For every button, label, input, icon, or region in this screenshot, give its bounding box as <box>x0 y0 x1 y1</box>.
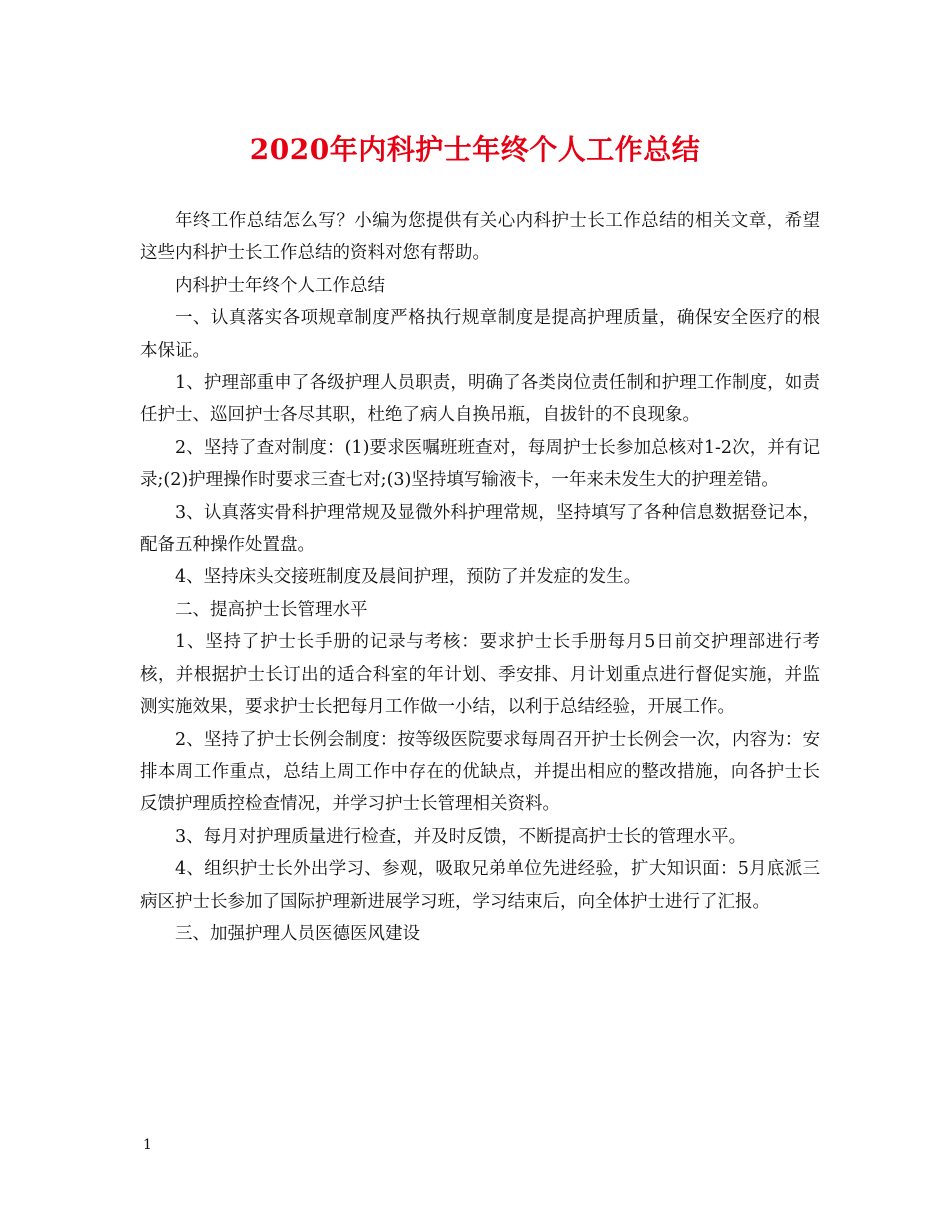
paragraph: 一、认真落实各项规章制度严格执行规章制度是提高护理质量，确保安全医疗的根本保证。 <box>140 308 820 361</box>
paragraph: 年终工作总结怎么写？小编为您提供有关心内科护士长工作总结的相关文章，希望这些内科护士长工作总结的资料对您有帮助。 <box>140 211 820 264</box>
page-number: 1 <box>143 1137 152 1153</box>
paragraph: 4、坚持床头交接班制度及晨间护理，预防了并发症的发生。 <box>175 567 642 588</box>
paragraph: 1、坚持了护士长手册的记录与考核：要求护士长手册每月5日前交护理部进行考核，并根据护士长订出的适合科室的年计划、季安排、月计划重点进行督促实施，并监测实施效果，要求护士长把每月工作做一小结，以利于总结经验，开展工作。 <box>140 632 820 718</box>
paragraph: 2、坚持了查对制度：(1)要求医嘱班班查对，每周护士长参加总核对1-2次，并有记录;(2)护理操作时要求三查七对;(3)坚持填写输液卡，一年来未发生大的护理差错。 <box>140 437 820 491</box>
paragraph: 2、坚持了护士长例会制度：按等级医院要求每周召开护士长例会一次，内容为：安排本周工作重点，总结上周工作中存在的优缺点，并提出相应的整改措施，向各护士长反馈护理质控检查情况，并学习护士长管理相关资料。 <box>140 729 820 815</box>
paragraph: 3、每月对护理质量进行检查，并及时反馈，不断提高护士长的管理水平。 <box>175 826 747 847</box>
document-body <box>140 205 820 950</box>
paragraph: 二、提高护士长管理水平 <box>175 599 368 620</box>
paragraph: 内科护士年终个人工作总结 <box>175 275 385 296</box>
page-title: 2020年内科护士年终个人工作总结 <box>249 133 701 166</box>
paragraph: 三、加强护理人员医德医风建设 <box>175 923 420 944</box>
paragraph: 4、组织护士长外出学习、参观，吸取兄弟单位先进经验，扩大知识面：5月底派三病区护士长参加了国际护理新进展学习班，学习结束后，向全体护士进行了汇报。 <box>140 859 820 912</box>
paragraph: 1、护理部重申了各级护理人员职责，明确了各类岗位责任制和护理工作制度，如责任护士、巡回护士各尽其职，杜绝了病人自换吊瓶，自拔针的不良现象。 <box>140 373 820 426</box>
paragraph: 3、认真落实骨科护理常规及显微外科护理常规，坚持填写了各种信息数据登记本，配备五种操作处置盘。 <box>140 502 820 556</box>
